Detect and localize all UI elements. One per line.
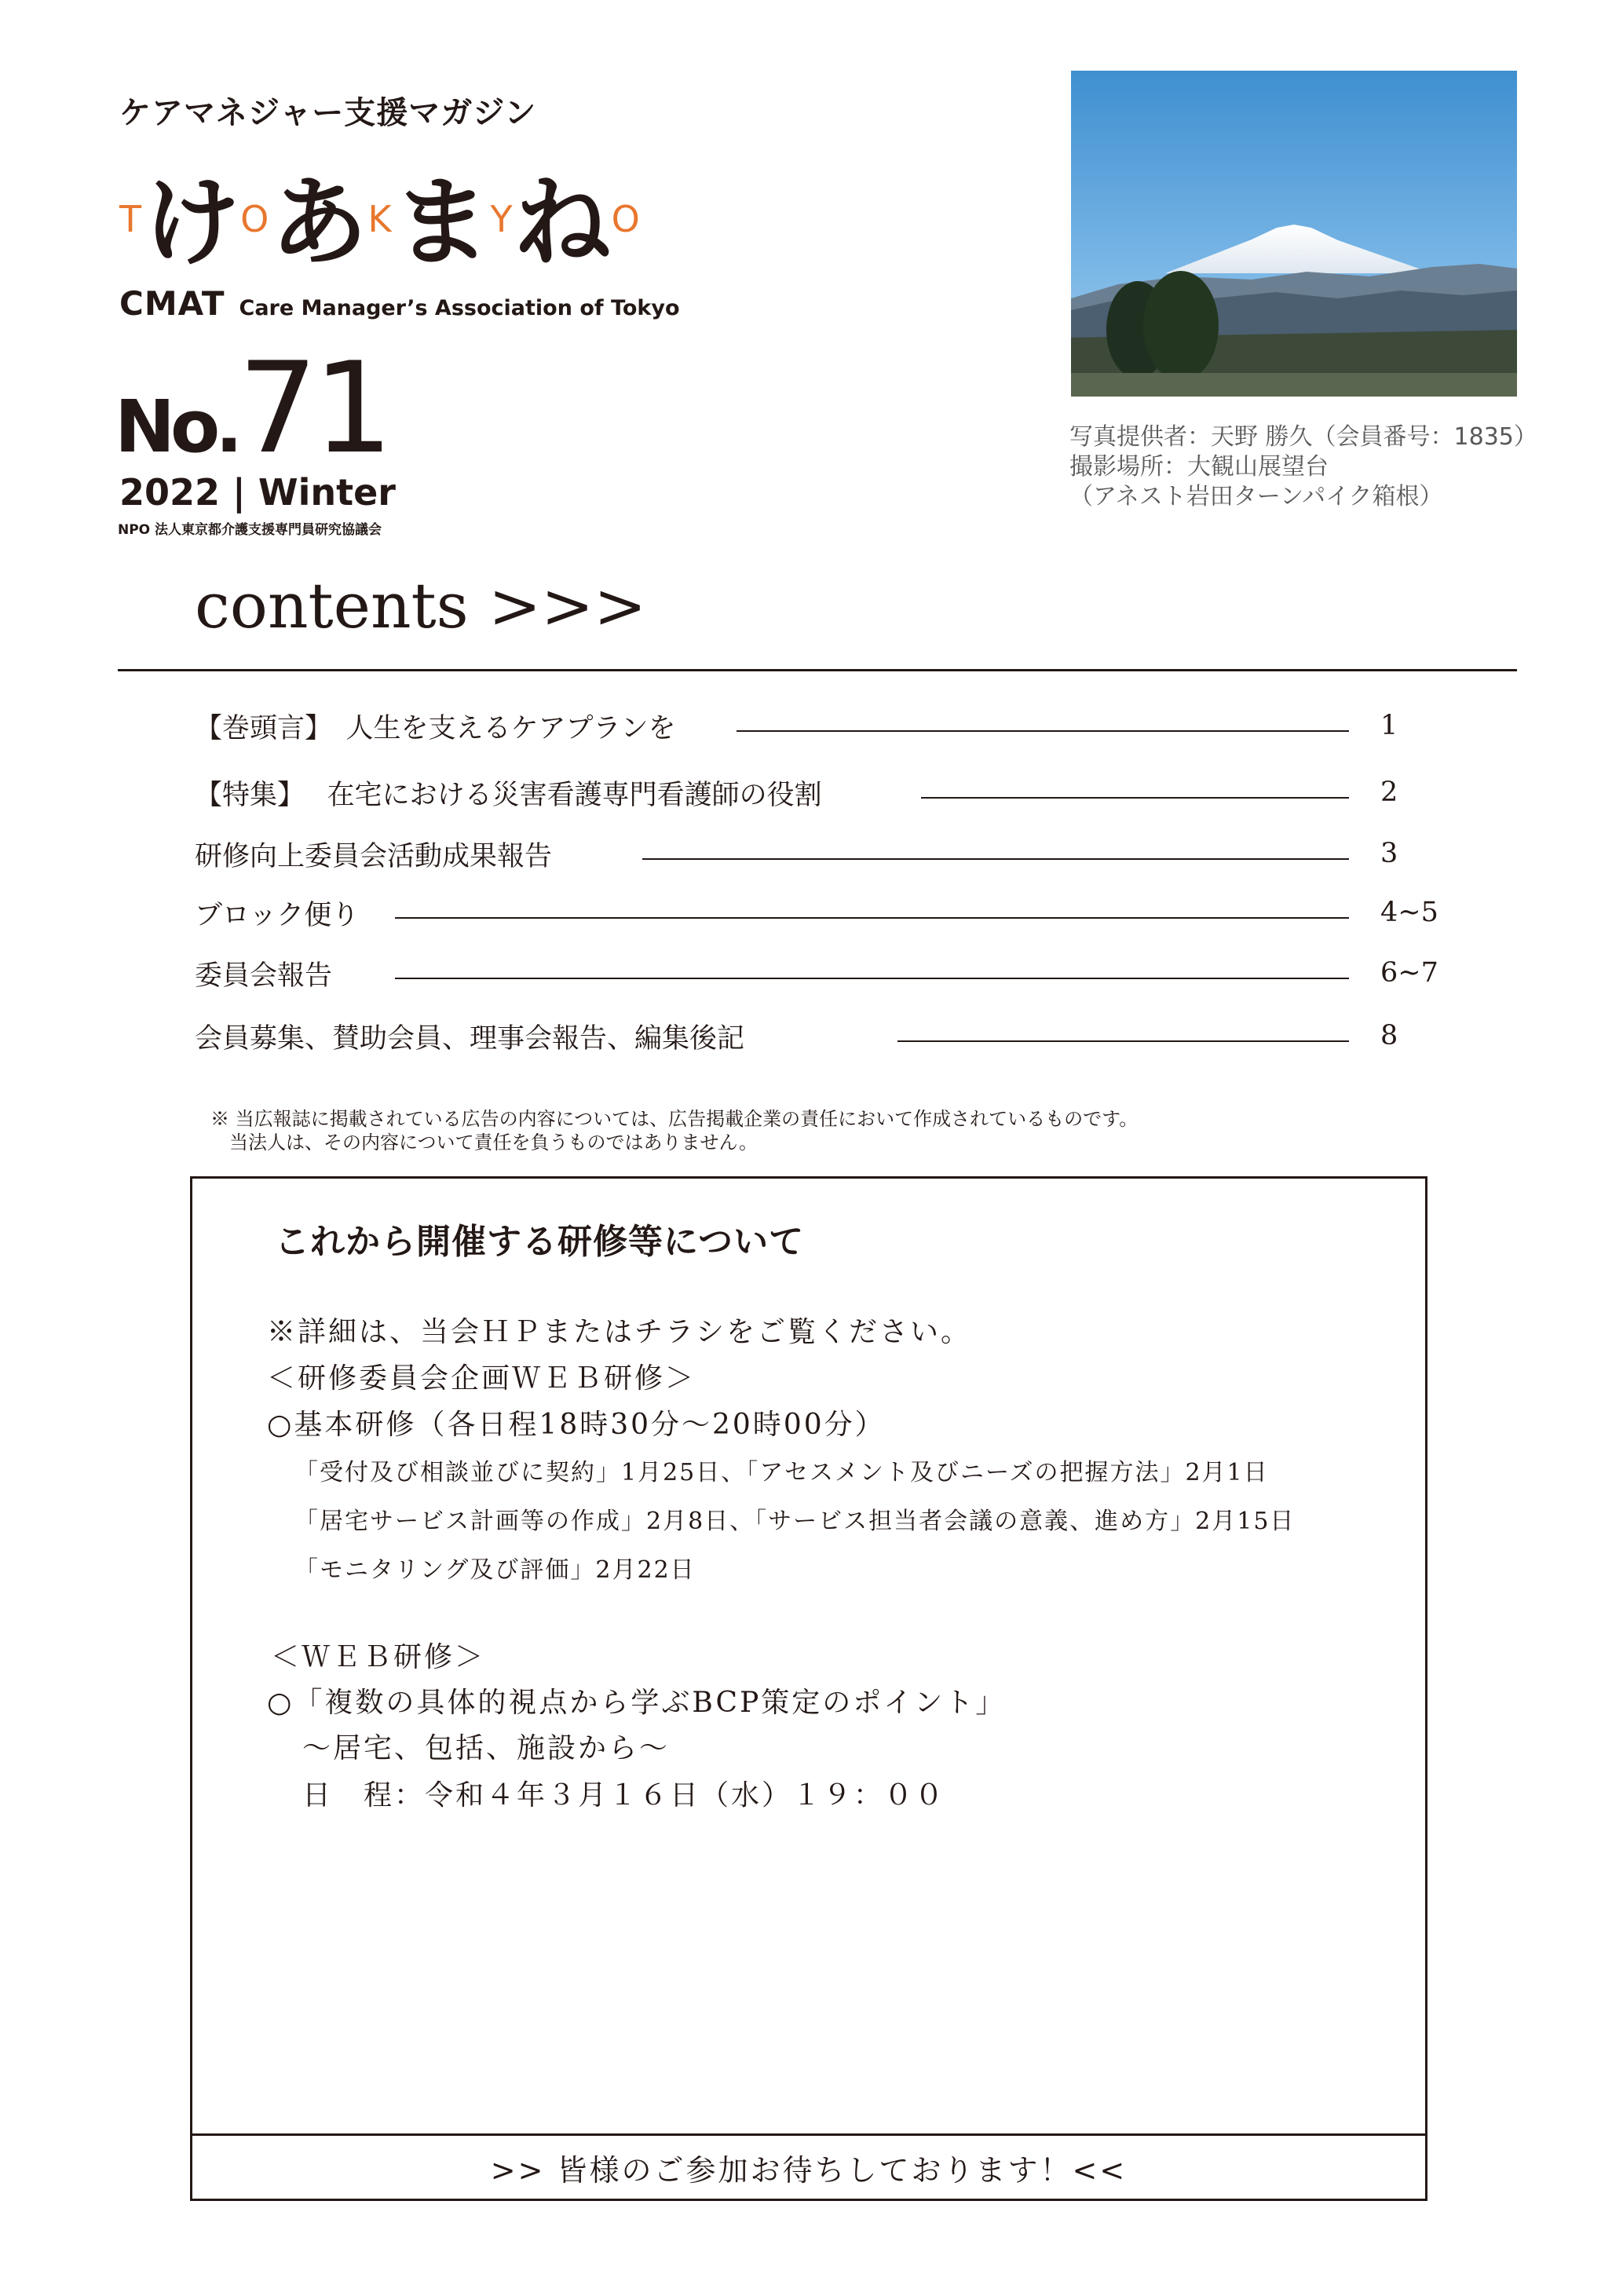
organization-name: NPO 法人東京都介護支援専門員研究協議会 — [118, 522, 382, 538]
toc-item — [195, 894, 1451, 941]
event-line: ＜研修委員会企画ＷＥＢ研修＞ — [267, 1362, 696, 1395]
issue-digits: 71 — [238, 335, 389, 481]
photo-credit — [1069, 422, 1537, 512]
toc-page: 8 — [1380, 1020, 1398, 1051]
issue-season: 2022 | Winter — [119, 471, 396, 514]
toc-item — [195, 707, 1451, 754]
logo-letter-o: O — [240, 198, 269, 240]
toc-page: 3 — [1380, 838, 1398, 869]
event-line: 「受付及び相談並びに契約」1月25日、「アセスメント及びニーズの把握方法」2月1日 — [294, 1459, 1269, 1486]
event-footer-banner — [190, 2133, 1427, 2201]
logo-kana-ma: ま — [393, 166, 489, 280]
event-line: ～居宅、包括、施設から～ — [302, 1732, 671, 1764]
logo-kana-a: あ — [270, 166, 367, 280]
contents-divider — [118, 669, 1517, 671]
toc-label: 【巻頭言】 人生を支えるケアプランを — [195, 713, 676, 744]
issue-prefix: No. — [115, 385, 239, 469]
toc-page: 2 — [1380, 777, 1398, 808]
photo-credit-line: （アネスト岩田ターンパイク箱根） — [1069, 483, 1443, 510]
magazine-supertitle: ケアマネジャー支援マガジン — [119, 95, 537, 131]
event-notice-title: これから開催する研修等について — [275, 1222, 805, 1262]
event-line: ＜ＷＥＢ研修＞ — [271, 1641, 486, 1673]
cmat-abbr: CMAT — [119, 284, 225, 323]
association-line — [119, 284, 680, 323]
event-line: 「居宅サービス計画等の作成」2月8日、「サービス担当者会議の意義、進め方」2月15日 — [294, 1508, 1296, 1535]
toc-leader — [395, 917, 1349, 919]
toc-label: 会員募集、賛助会員、理事会報告、編集後記 — [195, 1023, 745, 1055]
event-line: ○「複数の具体的視点から学ぶBCP策定のポイント」 — [267, 1687, 1007, 1719]
disclaimer-line: 当法人は、その内容について責任を負うものではありません。 — [229, 1132, 758, 1153]
toc-item — [195, 835, 1451, 882]
toc-leader — [921, 797, 1349, 799]
toc-item — [195, 1017, 1451, 1064]
toc-label: ブロック便り — [195, 900, 360, 931]
advertising-disclaimer — [210, 1107, 1138, 1154]
association-name: Care Manager’s Association of Tokyo — [239, 296, 680, 320]
toc-label: 委員会報告 — [195, 960, 333, 992]
magazine-logo — [118, 148, 642, 281]
photo-credit-line: 撮影場所：大観山展望台 — [1069, 453, 1329, 481]
toc-page: 6~7 — [1380, 957, 1438, 989]
toc-item — [195, 773, 1451, 821]
toc-leader — [642, 858, 1349, 860]
toc-page: 1 — [1380, 710, 1398, 741]
logo-letter-y: Y — [490, 198, 513, 240]
contents-heading: contents >>> — [195, 569, 647, 642]
logo-kana-ne: ね — [514, 166, 610, 280]
logo-letter-o-end: O — [611, 198, 640, 240]
logo-kana-ke: け — [143, 166, 239, 280]
toc-label: 研修向上委員会活動成果報告 — [195, 841, 553, 872]
event-line: ○基本研修（各日程18時30分～20時00分） — [267, 1409, 886, 1441]
event-line: 「モニタリング及び評価」2月22日 — [294, 1556, 696, 1584]
event-footer-text: >> 皆様のご参加お待ちしております！<< — [490, 2152, 1128, 2188]
toc-leader — [395, 978, 1349, 979]
issue-number — [115, 335, 389, 481]
mount-fuji-photo — [1071, 71, 1517, 397]
event-line: 日 程：令和４年３月１６日（水）１９：００ — [302, 1779, 946, 1812]
toc-item — [195, 954, 1451, 1001]
event-line: ※詳細は、当会ＨＰまたはチラシをご覧ください。 — [267, 1316, 972, 1348]
toc-page: 4~5 — [1380, 897, 1438, 928]
photo-credit-line: 写真提供者：天野 勝久（会員番号：1835） — [1069, 423, 1537, 451]
toc-label: 【特集】 在宅における災害看護専門看護師の役割 — [195, 780, 822, 811]
toc-leader — [737, 730, 1349, 732]
toc-leader — [897, 1040, 1349, 1042]
logo-letter-k: K — [367, 198, 392, 240]
logo-letter-t: T — [119, 198, 142, 240]
disclaimer-line: ※ 当広報誌に掲載されている広告の内容については、広告掲載企業の責任において作成されているものです。 — [210, 1108, 1139, 1130]
